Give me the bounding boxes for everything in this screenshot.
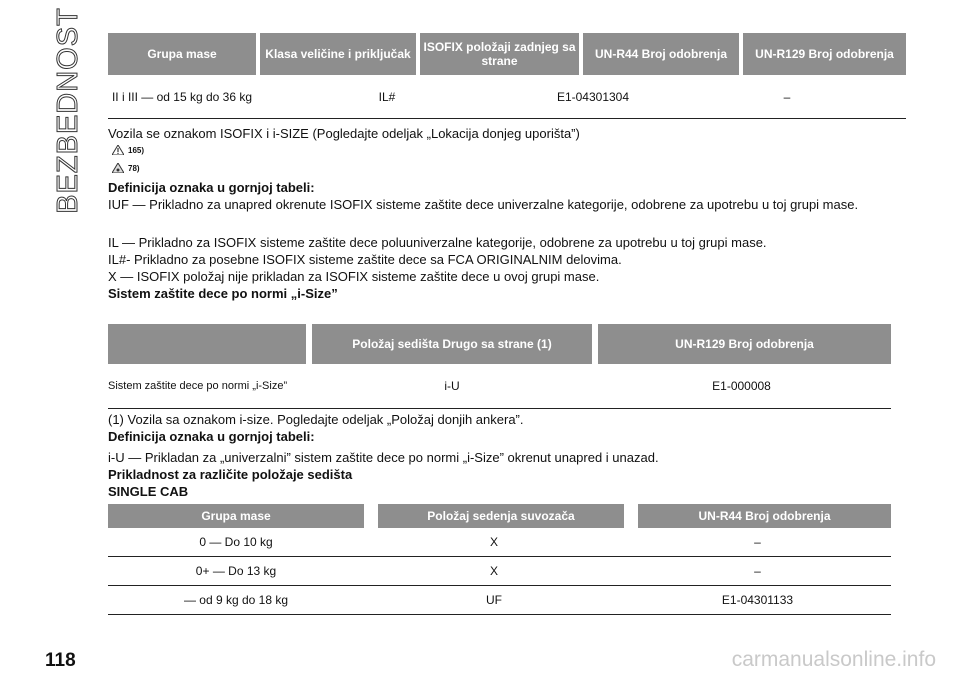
table-row [108,557,891,586]
table-row [108,528,891,557]
header-cell: Položaj sedišta Drugo sa strane (1) [312,324,598,364]
section-title-text: BEZBEDNOST [51,6,84,214]
header-cell [108,324,312,364]
suitability-heading: Prikladnost za različite položaje sedišta [108,467,353,482]
table-cell: E1-04301304 [556,89,630,104]
caution-ref [112,163,140,173]
table-row [108,75,906,119]
table-row [108,364,891,409]
page-number: 118 [45,650,76,671]
definition-x: X — ISOFIX položaj nije prikladan za ISOFIX sisteme zaštite dece u ovoj grupi mase. [108,269,600,284]
warning-icon [112,145,124,155]
definition-iuf: IUF — Prikladno za unapred okrenute ISOFIX sisteme zaštite dece univerzalne kategorije, odobrene za upotrebu u toj grupi mase. [108,197,859,212]
header-cell: Grupa mase [108,504,378,528]
caution-ref-number: 78) [128,163,140,173]
header-cell: UN-R44 Broj odobrenja [638,504,891,528]
table-cell: 0 — Do 10 kg [199,535,273,549]
section-title-vertical [46,6,90,214]
footnote: (1) Vozila sa oznakom i-size. Pogledajte odeljak „Položaj donjih ankera”. [108,412,524,427]
header-cell: Položaj sedenja suvozača [378,504,638,528]
isize-table-header [108,324,891,364]
definition-il-hash: IL#- Prikladno za posebne ISOFIX sisteme zaštite dece sa FCA ORIGINALNIM delovima. [108,252,622,267]
table-cell: E1-000008 [712,379,771,393]
single-cab-table-header [108,504,891,528]
isofix-note: Vozila se oznakom ISOFIX i i-SIZE (Pogledajte odeljak „Lokacija donjeg uporišta”) [108,126,580,141]
table-cell: – [754,564,761,578]
cab-heading: SINGLE CAB [108,484,189,499]
table-cell: 0+ — Do 13 kg [195,564,277,578]
table-cell: X [489,564,498,578]
header-cell: Klasa veličine i priključak [260,33,420,75]
definitions-heading: Definicija oznaka u gornjoj tabeli: [108,180,315,195]
table-cell: i-U [444,379,460,393]
table-cell: IL# [378,89,396,104]
table-cell: Sistem zaštite dece po normi „i-Size” [108,380,288,392]
definition-iu: i-U — Prikladan za „univerzalni” sistem zaštite dece po normi „i-Size” okrenut unapred i unazad. [108,450,659,465]
definitions-heading-2: Definicija oznaka u gornjoj tabeli: [108,429,315,444]
isize-table [108,324,891,409]
isofix-table [108,33,906,119]
warning-ref-number: 165) [128,145,145,155]
isofix-table-header [108,33,906,75]
header-cell: UN-R44 Broj odobrenja [583,33,743,75]
watermark: carmanualsonline.info [731,648,936,671]
table-cell: – [783,89,791,104]
single-cab-table [108,504,891,615]
definition-il: IL — Prikladno za ISOFIX sisteme zaštite dece poluuniverzalne kategorije, odobrene za upotrebu u toj grupi mase. [108,235,767,250]
caution-icon [112,163,124,173]
isize-heading: Sistem zaštite dece po normi „i-Size” [108,286,338,301]
header-cell: Grupa mase [108,33,260,75]
table-cell: – [754,535,761,549]
table-cell: UF [486,593,502,607]
header-cell: ISOFIX položaji zadnjeg sa strane [420,33,583,75]
table-cell: E1-04301133 [721,593,794,607]
table-row [108,586,891,615]
header-cell: UN-R129 Broj odobrenja [598,324,891,364]
table-cell: II i III — od 15 kg do 36 kg [111,89,253,104]
table-cell: — od 9 kg do 18 kg [183,593,289,607]
table-cell: X [489,535,498,549]
warning-ref [112,145,144,155]
header-cell: UN-R129 Broj odobrenja [743,33,906,75]
